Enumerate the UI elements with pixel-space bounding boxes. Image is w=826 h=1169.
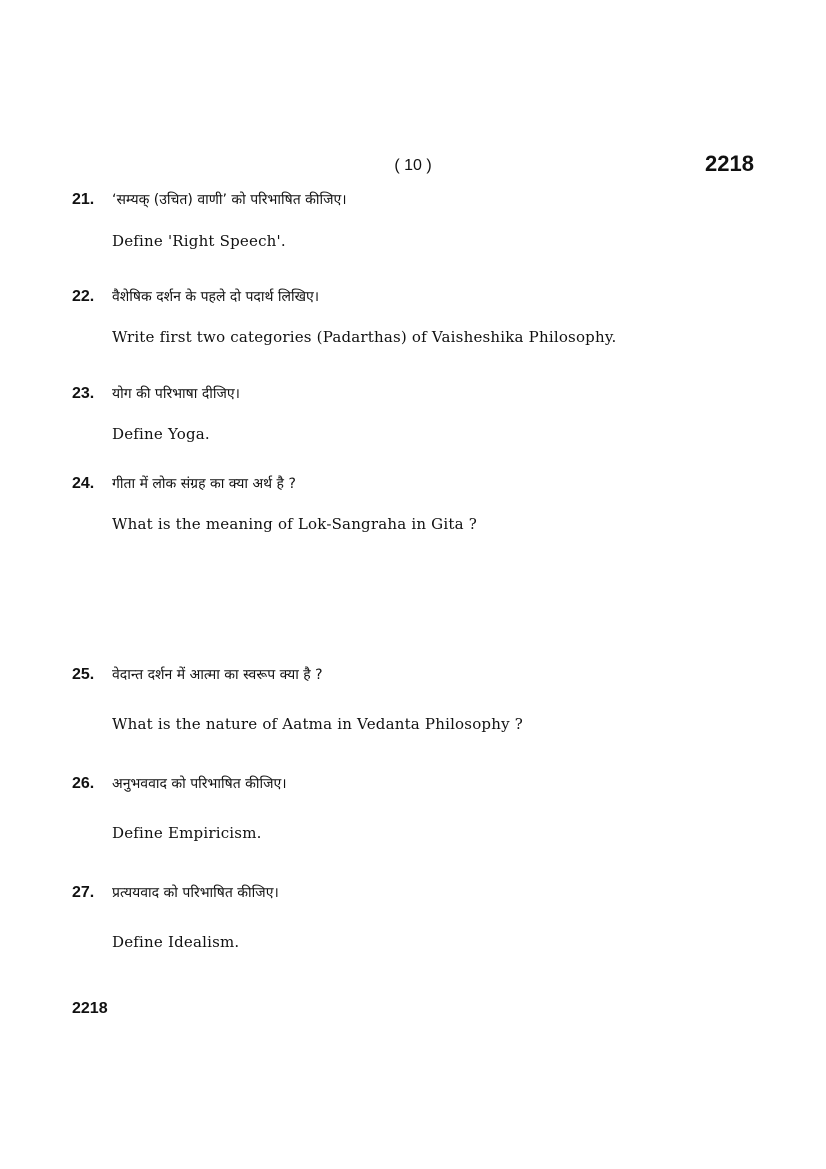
question-text-hindi: प्रत्ययवाद को परिभाषित कीजिए।	[112, 885, 279, 901]
question-number: 27.	[72, 884, 95, 901]
question-text-hindi: वैशेषिक दर्शन के पहले दो पदार्थ लिखिए।	[112, 289, 320, 305]
question-text-hindi: योग की परिभाषा दीजिए।	[112, 386, 240, 402]
page-number: ( 10 )	[394, 157, 432, 174]
question-text-english: Define Yoga.	[112, 425, 210, 443]
question-text-hindi: ‘सम्यक् (उचित) वाणी’ को परिभाषित कीजिए।	[112, 192, 347, 208]
question-text-english: Write first two categories (Padarthas) of Vaisheshika Philosophy.	[112, 328, 617, 346]
question-text-hindi: गीता में लोक संग्रह का क्या अर्थ है ?	[112, 476, 296, 492]
question-text-english: What is the meaning of Lok-Sangraha in Gita ?	[112, 515, 477, 533]
question-text-english: Define 'Right Speech'.	[112, 232, 286, 250]
question-number: 24.	[72, 475, 95, 492]
question-number: 25.	[72, 666, 95, 683]
question-number: 21.	[72, 191, 95, 208]
question-number: 26.	[72, 775, 95, 792]
question-number: 23.	[72, 385, 95, 402]
question-text-hindi: वेदान्त दर्शन में आत्मा का स्वरूप क्या है ?	[112, 667, 323, 683]
question-text-english: Define Idealism.	[112, 933, 240, 951]
question-text-english: Define Empiricism.	[112, 824, 262, 842]
paper-code-footer: 2218	[72, 1000, 108, 1017]
question-text-hindi: अनुभववाद को परिभाषित कीजिए।	[112, 776, 287, 792]
paper-code-header: 2218	[705, 151, 754, 176]
question-text-english: What is the nature of Aatma in Vedanta Philosophy ?	[112, 715, 523, 733]
question-number: 22.	[72, 288, 95, 305]
